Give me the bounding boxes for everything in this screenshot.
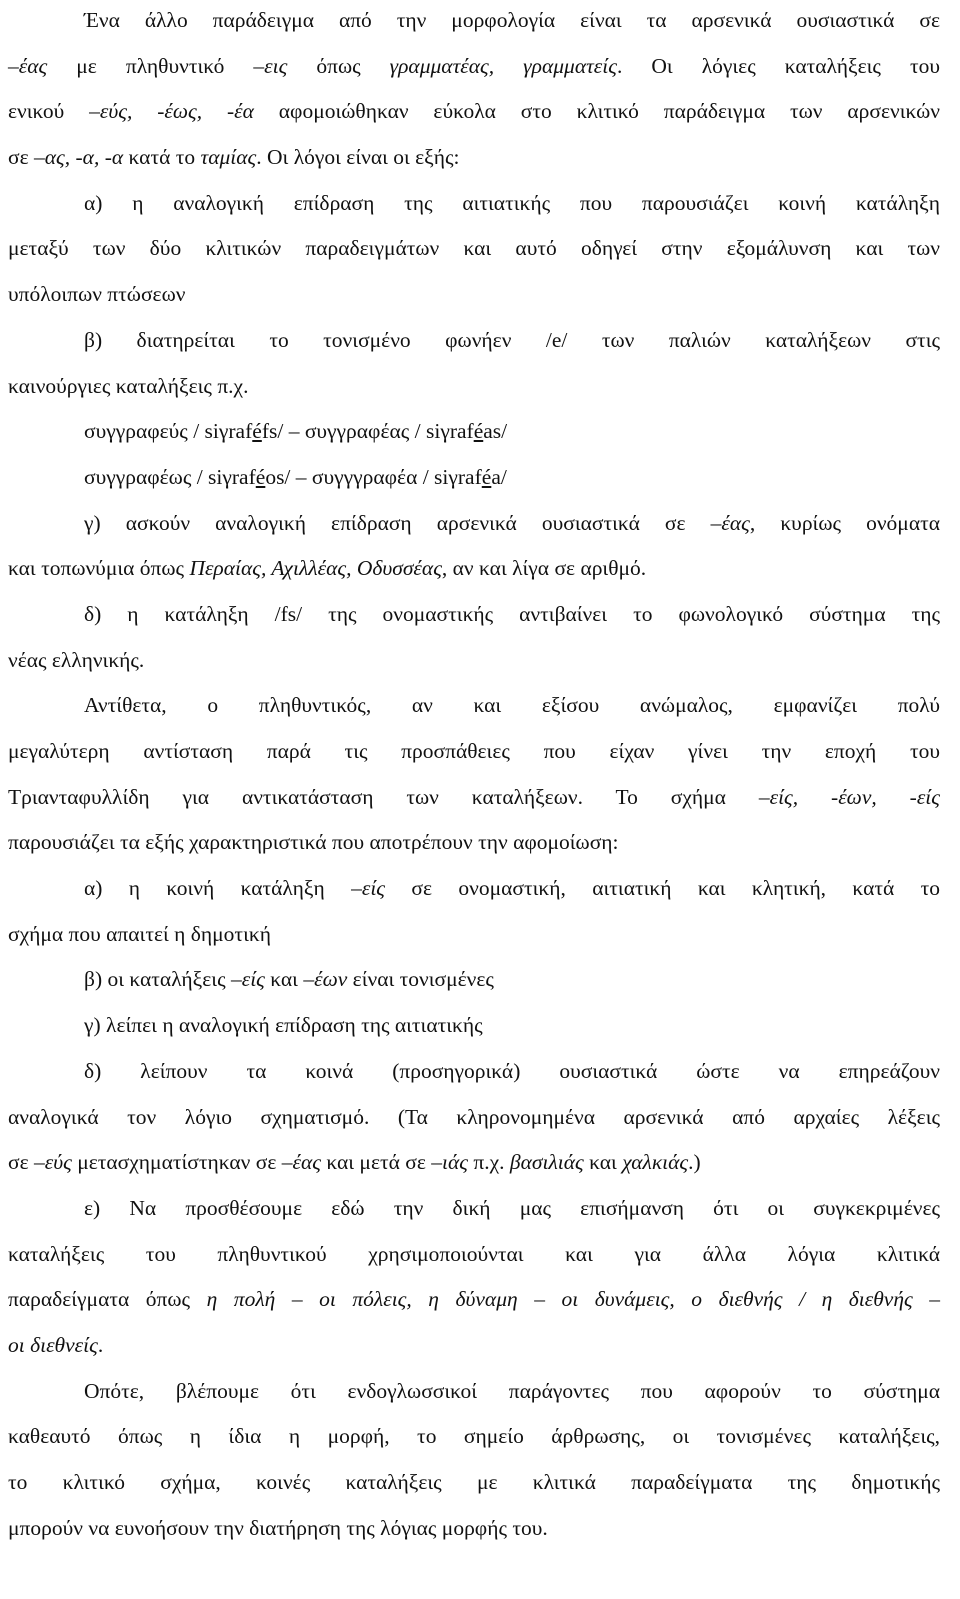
text-run: as/	[483, 419, 508, 444]
text-line	[8, 1140, 940, 1186]
text-run: . Οι λόγοι είναι οι εξής:	[256, 145, 460, 170]
italic-text: βασιλιάς	[509, 1150, 584, 1175]
text-line	[8, 272, 940, 318]
example-line	[8, 455, 940, 501]
italic-text: –έων	[303, 967, 348, 992]
italic-text: –είς, -έων, -είς	[758, 784, 940, 809]
text-run: Τριανταφυλλίδη για αντικατάσταση των καταλήξεων. Το σχήμα	[8, 784, 759, 809]
text-run: και	[583, 1150, 623, 1175]
italic-text: οι διεθνείς	[8, 1332, 98, 1357]
text-run: fs/ – συγγραφέας / siγraf	[261, 419, 474, 444]
text-line	[8, 1095, 940, 1141]
text-line	[8, 1003, 940, 1049]
text-line	[8, 638, 940, 684]
text-line	[8, 1460, 940, 1506]
text-line	[8, 501, 940, 547]
text-run: και μετά σε	[320, 1150, 432, 1175]
text-run: αφομοιώθηκαν εύκολα στο κλιτικό παράδειγμα των αρσενικών	[253, 99, 940, 124]
text-run: β) οι καταλήξεις	[84, 967, 231, 992]
text-line	[8, 44, 940, 90]
underlined-text: é	[481, 464, 492, 489]
italic-text: –έας	[710, 510, 750, 535]
text-run: β) διατηρείται το τονισμένο φωνήεν /e/ των παλιών καταλήξεων στις	[84, 327, 940, 352]
text-line	[8, 1414, 940, 1460]
text-run: μπορούν να ευνοήσουν την διατήρηση της λόγιας μορφής του.	[8, 1515, 548, 1540]
text-line	[8, 592, 940, 638]
text-run: συγγραφεύς / siγraf	[84, 419, 253, 444]
text-run: υπόλοιπων πτώσεων	[8, 282, 186, 307]
text-run: σε	[8, 145, 34, 170]
text-run: σε ονομαστική, αιτιατική και κλητική, κατά το	[385, 876, 940, 901]
italic-text: χαλκιάς	[622, 1150, 689, 1175]
text-line	[8, 1369, 940, 1415]
text-run: αναλογικά τον λόγιο σχηματισμό. (Τα κληρονομημένα αρσενικά από αρχαίες λέξεις	[8, 1104, 940, 1129]
text-run: δ) η κατάληξη /fs/ της ονομαστικής αντιβαίνει το φωνολογικό σύστημα της	[84, 601, 940, 626]
italic-text: Περαίας, Αχιλλέας, Οδυσσέας	[189, 556, 442, 581]
text-run: μεγαλύτερη αντίσταση παρά τις προσπάθειες που είχαν γίνει την εποχή του	[8, 739, 940, 763]
text-run: a/	[491, 464, 507, 489]
italic-text: –είς	[351, 876, 386, 901]
text-run: σε	[8, 1150, 34, 1175]
italic-text: –ας, -α, -α	[34, 145, 124, 170]
text-run: Αντίθετα, ο πληθυντικός, αν και εξίσου ανώμαλος, εμφανίζει πολύ	[84, 693, 940, 718]
text-line	[8, 1232, 940, 1278]
text-run: os/ – συγγγραφέα / siγraf	[265, 464, 482, 489]
italic-text: γραμματέας, γραμματείς	[389, 53, 617, 78]
text-line	[8, 729, 940, 775]
text-run: με πληθυντικό	[47, 53, 254, 78]
text-line	[8, 0, 940, 44]
text-run: σχήμα που απαιτεί η δημοτική	[8, 921, 271, 946]
text-line	[8, 1277, 940, 1323]
italic-text: –έας	[8, 53, 48, 78]
italic-text: –έας	[281, 1150, 321, 1175]
underlined-text: é	[255, 464, 266, 489]
text-run: α) η κοινή κατάληξη	[84, 876, 352, 901]
text-run: γ) ασκούν αναλογική επίδραση αρσενικά ουσιαστικά σε	[84, 510, 711, 535]
text-run: ε) Να προσθέσουμε εδώ την δική μας επισήμανση ότι οι συγκεκριμένες	[84, 1195, 940, 1220]
text-run: καταλήξεις του πληθυντικού χρησιμοποιούνται και για άλλα λόγια κλιτικά	[8, 1241, 940, 1266]
text-line	[8, 89, 940, 135]
example-line	[8, 409, 940, 455]
italic-text: η πολή – οι πόλεις, η δύναμη – οι δυνάμεις, ο διεθνής / η διεθνής –	[206, 1287, 940, 1312]
text-run: Οπότε, βλέπουμε ότι ενδογλωσσικοί παράγοντες που αφορούν το σύστημα	[84, 1378, 940, 1403]
text-run: γ) λείπει η αναλογική επίδραση της αιτιατικής	[84, 1013, 483, 1038]
text-line	[8, 912, 940, 958]
text-run: Ένα άλλο παράδειγμα από την μορφολογία είναι τα αρσενικά ουσιαστικά σε	[84, 8, 940, 32]
text-run: και τοπωνύμια όπως	[8, 556, 190, 581]
text-line	[8, 866, 940, 912]
italic-text: –εύς, -έως, -έα	[89, 99, 254, 124]
text-run: μετασχηματίστηκαν σε	[71, 1150, 282, 1175]
text-line	[8, 1506, 940, 1552]
text-run: το κλιτικό σχήμα, κοινές καταλήξεις με κλιτικά παραδείγματα της δημοτικής	[8, 1470, 940, 1494]
text-run: μεταξύ των δύο κλιτικών παραδειγμάτων και αυτό οδηγεί στην εξομάλυνση και των	[8, 236, 940, 261]
text-run: καθεαυτό όπως η ίδια η μορφή, το σημείο άρθρωσης, οι τονισμένες καταλήξεις,	[8, 1424, 940, 1449]
text-run: π.χ.	[467, 1150, 510, 1175]
text-run: συγγραφέως / siγraf	[84, 464, 256, 489]
text-run: δ) λείπουν τα κοινά (προσηγορικά) ουσιαστικά ώστε να επηρεάζουν	[84, 1058, 940, 1083]
text-run: , αν και λίγα σε αριθμό.	[441, 556, 647, 581]
text-run: καινούργιες καταλήξεις π.χ.	[8, 373, 249, 398]
text-run: νέας ελληνικής.	[8, 647, 145, 672]
text-line	[8, 957, 940, 1003]
italic-text: –ιάς	[431, 1150, 468, 1175]
text-run: .)	[688, 1150, 701, 1175]
text-run: ενικού	[8, 99, 90, 124]
text-line	[8, 1323, 940, 1369]
text-run: , κυρίως ονόματα	[749, 510, 941, 535]
text-line	[8, 1049, 940, 1095]
text-run: είναι τονισμένες	[347, 967, 494, 992]
text-line	[8, 683, 940, 729]
text-run: παραδείγματα όπως	[8, 1287, 207, 1312]
italic-text: ταμίας	[200, 145, 257, 170]
text-line	[8, 181, 940, 227]
italic-text: –είς	[230, 967, 265, 992]
text-run: . Οι λόγιες καταλήξεις του	[616, 53, 940, 78]
italic-text: –εις	[253, 53, 288, 78]
text-line	[8, 775, 940, 821]
text-line	[8, 546, 940, 592]
text-line	[8, 364, 940, 410]
text-line	[8, 318, 940, 364]
text-line	[8, 1186, 940, 1232]
text-line	[8, 135, 940, 181]
text-line	[8, 226, 940, 272]
text-line	[8, 820, 940, 866]
underlined-text: é	[252, 419, 262, 444]
text-run: παρουσιάζει τα εξής χαρακτηριστικά που αποτρέπουν την αφομοίωση:	[8, 830, 619, 855]
text-run: α) η αναλογική επίδραση της αιτιατικής που παρουσιάζει κοινή κατάληξη	[84, 190, 940, 215]
text-run: όπως	[287, 53, 390, 78]
underlined-text: é	[473, 419, 484, 444]
italic-text: –εύς	[34, 1150, 72, 1175]
text-run: .	[97, 1332, 104, 1357]
text-run: και	[264, 967, 304, 992]
text-run: κατά το	[123, 145, 201, 170]
